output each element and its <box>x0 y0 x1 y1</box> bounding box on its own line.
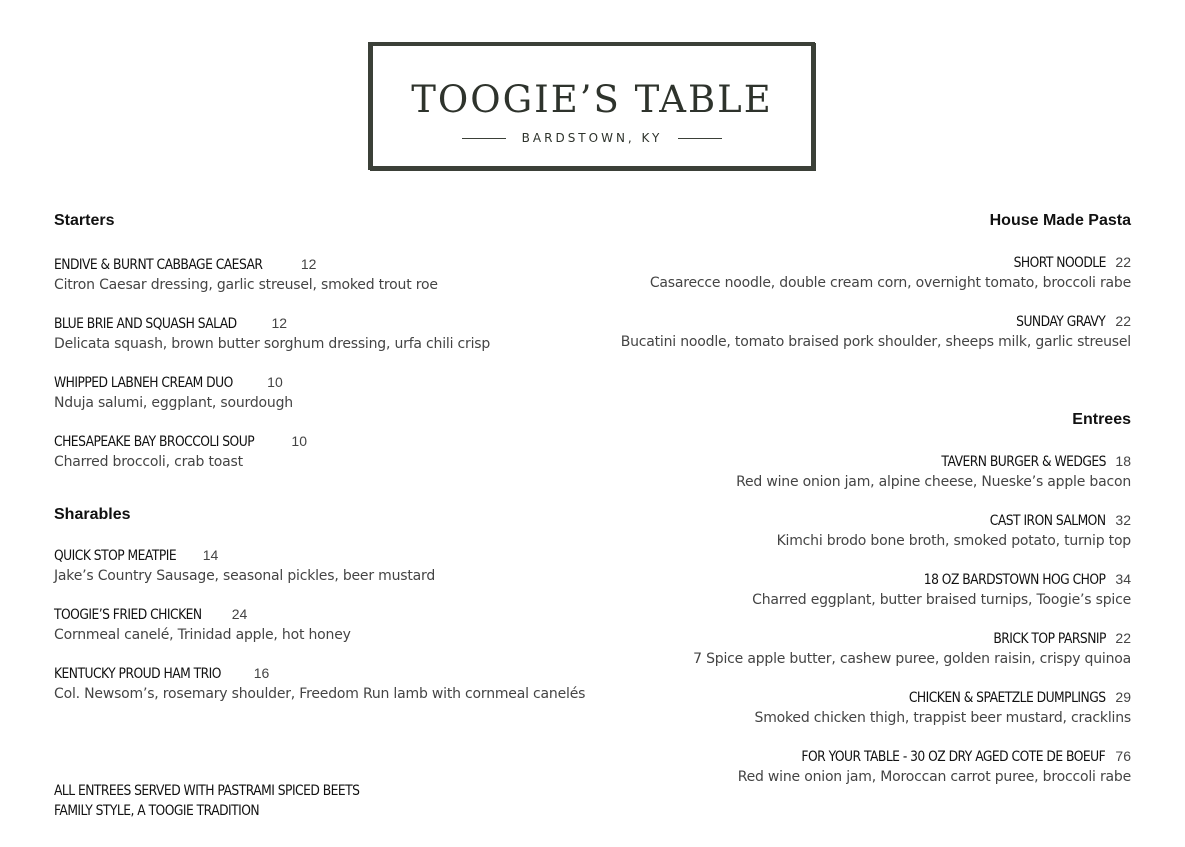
item-price: 22 <box>1115 313 1131 329</box>
item-name: BRICK TOP PARSNIP <box>992 631 1106 647</box>
item-price: 22 <box>1115 630 1131 646</box>
item-description: Nduja salumi, eggplant, sourdough <box>54 395 293 411</box>
item-description: Charred eggplant, butter braised turnips, Toogie’s spice <box>752 592 1131 608</box>
item-price: 16 <box>253 665 270 681</box>
item-name: TAVERN BURGER & WEDGES <box>940 454 1106 470</box>
item-name: 18 OZ BARDSTOWN HOG CHOP <box>923 572 1106 588</box>
menu-item <box>54 314 490 354</box>
item-price: 76 <box>1115 748 1131 764</box>
item-name: CHICKEN & SPAETZLE DUMPLINGS <box>908 690 1106 706</box>
item-name: BLUE BRIE AND SQUASH SALAD <box>54 316 237 332</box>
section-title-entrees: Entrees <box>1072 411 1131 428</box>
item-description: Col. Newsom’s, rosemary shoulder, Freedom Run lamb with cornmeal canelés <box>54 686 586 702</box>
menu-item <box>777 511 1131 551</box>
item-price: 10 <box>291 433 307 449</box>
item-price: 22 <box>1115 254 1131 270</box>
item-description: Bucatini noodle, tomato braised pork shoulder, sheeps milk, garlic streusel <box>620 334 1131 350</box>
item-price: 32 <box>1115 512 1131 528</box>
menu-item <box>54 664 585 704</box>
logo-divider-right <box>678 138 722 139</box>
section-title-pasta: House Made Pasta <box>989 212 1131 229</box>
menu-item <box>54 605 351 645</box>
item-name: CAST IRON SALMON <box>989 513 1106 529</box>
menu-item <box>54 255 438 295</box>
menu-item <box>752 570 1131 610</box>
logo-subtitle <box>373 131 811 145</box>
menu-item <box>54 373 293 413</box>
menu-item <box>738 747 1131 787</box>
restaurant-location: BARDSTOWN, KY <box>521 131 663 145</box>
item-price: 14 <box>202 547 219 563</box>
item-description: Red wine onion jam, Moroccan carrot puree, broccoli rabe <box>737 769 1131 785</box>
item-description: 7 Spice apple butter, cashew puree, golden raisin, crispy quinoa <box>693 651 1131 667</box>
item-description: Kimchi brodo bone broth, smoked potato, turnip top <box>776 533 1131 549</box>
menu-item <box>693 629 1131 669</box>
item-name: SUNDAY GRAVY <box>1016 314 1106 330</box>
menu-item <box>621 312 1131 352</box>
item-description: Casarecce noodle, double cream corn, overnight tomato, broccoli rabe <box>649 275 1131 291</box>
item-name: QUICK STOP MEATPIE <box>54 548 177 564</box>
item-name: ENDIVE & BURNT CABBAGE CAESAR <box>54 257 263 273</box>
item-name: CHESAPEAKE BAY BROCCOLI SOUP <box>54 434 255 450</box>
item-price: 29 <box>1115 689 1131 705</box>
item-name: WHIPPED LABNEH CREAM DUO <box>54 375 233 391</box>
item-description: Charred broccoli, crab toast <box>54 454 243 470</box>
item-price: 18 <box>1115 453 1131 469</box>
item-name: SHORT NOODLE <box>1013 255 1106 271</box>
restaurant-logo <box>369 42 815 170</box>
footer-note-family-style: FAMILY STYLE, A TOOGIE TRADITION <box>54 803 260 819</box>
item-price: 24 <box>231 606 248 622</box>
item-description: Delicata squash, brown butter sorghum dressing, urfa chili crisp <box>54 336 491 352</box>
restaurant-name: TOOGIE’S TABLE <box>411 78 773 121</box>
menu-item <box>54 546 435 586</box>
menu-item <box>54 432 307 472</box>
item-name: KENTUCKY PROUD HAM TRIO <box>54 666 221 682</box>
item-description: Smoked chicken thigh, trappist beer mustard, cracklins <box>754 710 1131 726</box>
item-price: 10 <box>267 374 283 390</box>
footer-note-sides: ALL ENTREES SERVED WITH PASTRAMI SPICED BEETS <box>54 783 360 799</box>
item-price: 12 <box>300 256 317 272</box>
section-title-starters: Starters <box>54 212 115 229</box>
item-price: 12 <box>271 315 288 331</box>
item-name: TOOGIE’S FRIED CHICKEN <box>54 607 202 623</box>
item-description: Citron Caesar dressing, garlic streusel, smoked trout roe <box>54 277 438 293</box>
section-title-sharables: Sharables <box>54 506 131 523</box>
item-description: Cornmeal canelé, Trinidad apple, hot honey <box>54 627 351 643</box>
menu-item <box>755 688 1131 728</box>
menu-item <box>650 253 1131 293</box>
item-name: FOR YOUR TABLE - 30 OZ DRY AGED COTE DE BOEUF <box>801 749 1106 765</box>
logo-divider-left <box>462 138 506 139</box>
item-price: 34 <box>1115 571 1131 587</box>
item-description: Jake’s Country Sausage, seasonal pickles, beer mustard <box>54 568 436 584</box>
menu-item <box>736 452 1131 492</box>
item-description: Red wine onion jam, alpine cheese, Nueske’s apple bacon <box>736 474 1131 490</box>
